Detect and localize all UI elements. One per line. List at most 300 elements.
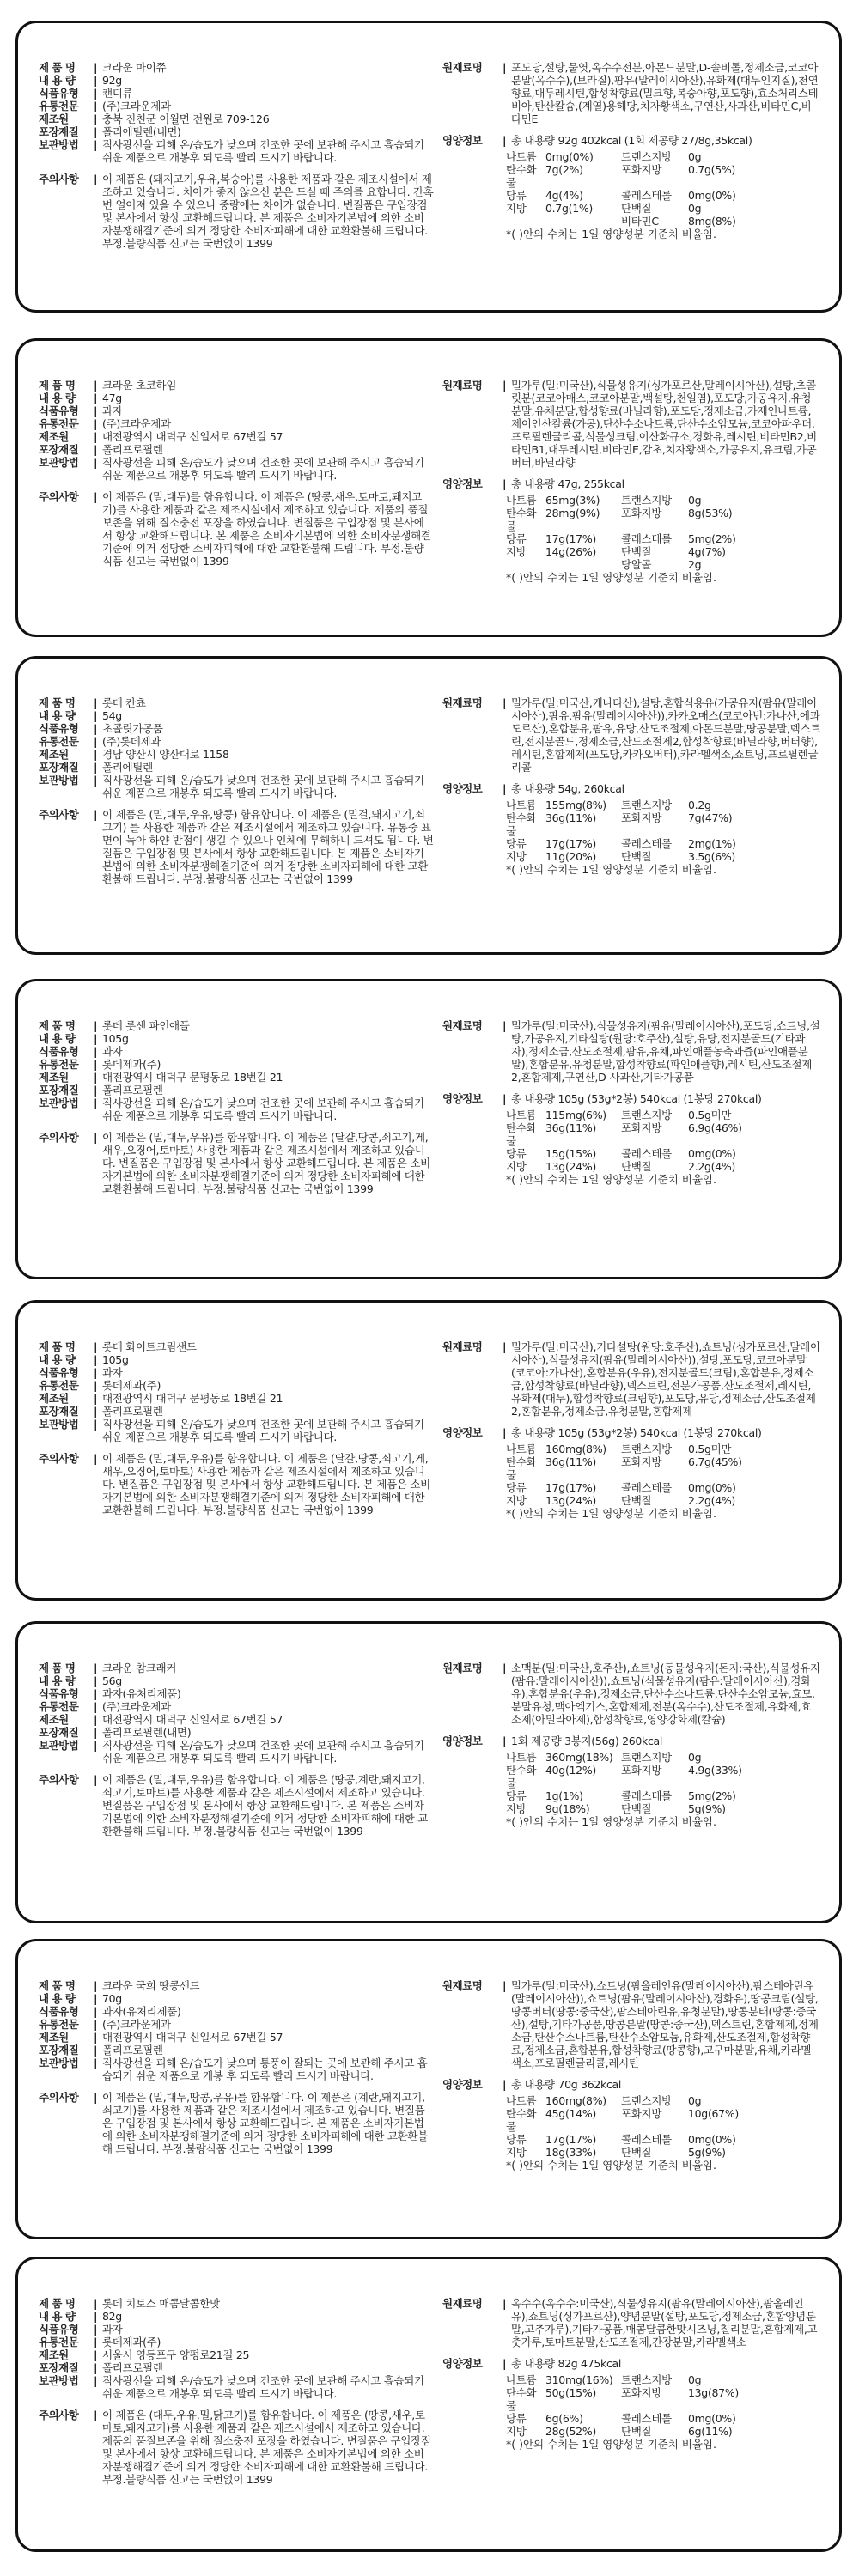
nutrition-cell: 13g(87%) — [688, 2386, 739, 2399]
product-type-label: 식품유형 — [39, 722, 79, 735]
product-ingredients-value: 밀가루(밀:미국산,캐나다산),설탕,혼합식용유(가공유지(팜유(말레이시아산),팜유,팜유(말레이시아산)),카카오매스(코코아빈:가나산,에콰도르산),혼합분유,팜유,유당,산도조절제,아몬드분말,땅콩분말,덱스트린,전지분골드,정제소금,산도조절제2,합성착향료(바닐라향,버터향),레시틴,혼합제제(포도당,카카오버터),카라멜색소,쇼트닝,프로필렌글리콜 — [511, 696, 820, 774]
product-name-label: 제 품 명 — [39, 379, 76, 392]
product-name-divider: | — [94, 696, 98, 709]
spacer — [442, 2069, 820, 2078]
product-content-divider: | — [94, 1674, 98, 1687]
nutrition-table — [506, 2373, 820, 2438]
product-name-value: 크라운 참크래커 — [102, 1662, 177, 1674]
product-nutrition-info — [442, 1340, 820, 1520]
product-packaging — [39, 1084, 434, 1097]
spacer — [442, 469, 820, 477]
product-type-divider: | — [94, 2323, 98, 2336]
nutrition-cell: 2g — [688, 558, 702, 571]
product-packaging-label: 포장재질 — [39, 2361, 79, 2374]
product-ingredients-value: 밀가루(밀:미국산),기타설탕(원당:호주산),쇼트닝(싱가포르산,말레이시아산),식물성유지(팜유(말레이시아산)),설탕,포도당,코코아분말(코코아:가나산),혼합분유(우유),전지분골드(크림),혼합분유,정제소금,합성착향료(바닐라향),덱스트린,전분가공품,산도조절제,레시틴,유화제(대두),합성착향료(크림향),포도당,유당,정제소금,산도조절제2,혼합분유,정제소금,유청분말,혼합제제 — [511, 1340, 820, 1418]
spacer — [442, 774, 820, 782]
product-storage-value: 직사광선을 피해 온/습도가 낮으며 건조한 곳에 보관해 주시고 흡습되기 쉬운 제품으로 개봉후 되도록 빨리 드시기 바랍니다. — [102, 774, 424, 799]
product-distributor — [39, 1058, 434, 1071]
product-packaging-divider: | — [94, 1405, 98, 1418]
product-storage-divider: | — [94, 2057, 98, 2069]
product-manufacturer-value: 대전광역시 대덕구 문평동로 18번길 21 — [102, 1071, 283, 1084]
nutrition-cell: 36g(11%) — [545, 811, 596, 824]
product-packaging-divider: | — [94, 125, 98, 138]
product-caution-divider: | — [94, 2091, 98, 2104]
nutrition-cell: 14g(26%) — [545, 545, 596, 558]
product-serving-label: 영양정보 — [442, 782, 483, 795]
product-ingredients-divider: | — [503, 61, 507, 74]
product-name-value: 크라운 국희 땅콩샌드 — [102, 1979, 200, 1992]
product-manufacturer — [39, 1071, 434, 1084]
product-packaging — [39, 443, 434, 456]
product-serving — [442, 477, 820, 490]
product-serving-divider: | — [503, 782, 507, 795]
product-caution-label: 주의사항 — [39, 490, 79, 503]
nutrition-table — [506, 1443, 820, 1507]
product-storage-value: 직사광선을 피해 온/습도가 낮으며 통풍이 잘되는 곳에 보관해 주시고 흡습되기 쉬운 제품으로 개봉 후 되도록 빨리 드시기 바랍니다. — [102, 2057, 428, 2082]
product-card — [15, 21, 842, 313]
nutrition-cell: 콜레스테롤 — [621, 1789, 672, 1802]
nutrition-cell: 45g(14%) — [545, 2107, 596, 2120]
product-serving — [442, 782, 820, 795]
spacer — [442, 1726, 820, 1735]
nutrition-cell: 2mg(1%) — [688, 837, 736, 850]
product-packaging — [39, 1405, 434, 1418]
nutrition-cell: 단백질 — [621, 545, 652, 558]
product-storage-divider: | — [94, 456, 98, 469]
product-content — [39, 1674, 434, 1687]
product-manufacturer — [39, 1713, 434, 1726]
product-packaging-value: 폴리프로필렌 — [102, 1084, 163, 1097]
product-ingredients-label: 원재료명 — [442, 1979, 483, 1992]
nutrition-note: *( )안의 수치는 1일 영양성분 기준치 비율임. — [506, 1173, 716, 1186]
product-type — [39, 87, 434, 100]
product-type — [39, 722, 434, 735]
product-storage-label: 보관방법 — [39, 1418, 79, 1431]
product-storage-divider: | — [94, 1097, 98, 1109]
product-serving-label: 영양정보 — [442, 1426, 483, 1439]
nutrition-cell: 나트륨 — [506, 1443, 537, 1455]
product-manufacturer-divider: | — [94, 1713, 98, 1726]
nutrition-cell: 포화지방 — [621, 1121, 662, 1134]
nutrition-cell: 11g(20%) — [545, 850, 596, 863]
product-distributor — [39, 2336, 434, 2348]
product-ingredients-label: 원재료명 — [442, 696, 483, 709]
product-manufacturer-label: 제조원 — [39, 2348, 69, 2361]
product-name — [39, 1662, 434, 1674]
product-distributor-value: 롯데제과(주) — [102, 1379, 161, 1392]
nutrition-cell: 트랜스지방 — [621, 1751, 672, 1764]
nutrition-cell: 0g — [688, 1751, 702, 1764]
nutrition-cell: 당류 — [506, 189, 527, 202]
nutrition-cell: 360mg(18%) — [545, 1751, 613, 1764]
product-ingredients — [442, 61, 820, 125]
product-storage-label: 보관방법 — [39, 774, 79, 787]
product-packaging-value: 폴리에틸렌(내면) — [102, 125, 181, 138]
nutrition-table — [506, 1751, 820, 1815]
nutrition-cell: 8g(53%) — [688, 507, 733, 519]
product-distributor-value: (주)롯데제과 — [102, 735, 161, 748]
nutrition-cell: 트랜스지방 — [621, 2094, 672, 2107]
nutrition-cell: 트랜스지방 — [621, 2373, 672, 2386]
nutrition-cell: 포화지방 — [621, 2386, 662, 2399]
product-manufacturer-divider: | — [94, 1071, 98, 1084]
product-manufacturer-label: 제조원 — [39, 748, 69, 761]
nutrition-cell: 3.5g(6%) — [688, 850, 735, 863]
product-serving-divider: | — [503, 134, 507, 147]
product-card — [15, 1300, 842, 1601]
product-ingredients-value: 포도당,설탕,물엿,옥수수전분,아몬드분말,D-솔비톨,정제소금,코코아분말(옥수수),(브라질),팜유(말레이시아산),유화제(대두인지질),천연향료,대두레시틴,합성착향료(밀크향,복숭아향,포도향),효소처리스테비아,탄산칼슘,(계열)용해당,치자황색소,구연산,사과산,비타민C,비타민E — [511, 61, 819, 125]
product-caution-label: 주의사항 — [39, 2409, 79, 2421]
product-ingredients-divider: | — [503, 1979, 507, 1992]
product-serving — [442, 1092, 820, 1105]
product-packaging — [39, 125, 434, 138]
product-card — [15, 1939, 842, 2239]
product-name-divider: | — [94, 1979, 98, 1992]
nutrition-cell: 5g(9%) — [688, 2146, 726, 2159]
nutrition-cell: 콜레스테롤 — [621, 1147, 672, 1160]
product-serving — [442, 2078, 820, 2091]
product-ingredients-divider: | — [503, 2297, 507, 2310]
product-serving — [442, 134, 820, 147]
product-storage-value: 직사광선을 피해 온/습도가 낮으며 건조한 곳에 보관해 주시고 흡습되기 쉬운 제품으로 개봉후 되도록 빨리 드시기 바랍니다. — [102, 2374, 424, 2400]
product-caution-value: 이 제품은 (대두,우유,밀,닭고기)를 함유합니다. 이 제품은 (땅콩,새우,토마토,돼지고기)를 사용한 제품과 같은 제조시설에서 제조하고 있습니다. 제품의 품질보존을 위해 질소충전 포장을 하였습니다. 변질품은 구입장점 및 본사에서 항상 교환해드립니다. 본 제품은 소비자기본법에 의한 소비자분쟁해결기준에 의거 정당한 소비자피해에 대한 교환환불해 드립니다. 부정.불량식품 신고는 국번없이 1399 — [102, 2409, 431, 2486]
nutrition-cell: 탄수화물 — [506, 1764, 537, 1789]
product-content-label: 내 용 량 — [39, 1032, 76, 1045]
product-basic-info — [39, 2297, 434, 2486]
product-content-divider: | — [94, 2310, 98, 2323]
product-content-value: 82g — [102, 2310, 122, 2323]
product-manufacturer — [39, 748, 434, 761]
product-packaging-value: 폴리에틸렌 — [102, 761, 153, 774]
product-ingredients-divider: | — [503, 696, 507, 709]
nutrition-cell: 콜레스테롤 — [621, 2133, 672, 2146]
product-manufacturer-value: 대전광역시 대덕구 문평동로 18번길 21 — [102, 1392, 283, 1405]
product-manufacturer-divider: | — [94, 2031, 98, 2044]
nutrition-note: *( )안의 수치는 1일 영양성분 기준치 비율임. — [506, 1507, 716, 1520]
nutrition-cell: 나트륨 — [506, 1751, 537, 1764]
product-content-value: 47g — [102, 392, 122, 404]
spacer — [442, 1418, 820, 1426]
nutrition-cell: 포화지방 — [621, 1455, 662, 1468]
nutrition-cell: 포화지방 — [621, 811, 662, 824]
product-name-label: 제 품 명 — [39, 61, 76, 74]
nutrition-note: *( )안의 수치는 1일 영양성분 기준치 비율임. — [506, 1815, 716, 1828]
product-manufacturer-value: 서울시 영등포구 양평로21길 25 — [102, 2348, 250, 2361]
product-serving-value: 총 내용량 92g 402kcal (1회 제공량 27/8g,35kcal) — [511, 134, 752, 147]
nutrition-cell: 0mg(0%) — [688, 2133, 736, 2146]
product-distributor-label: 유통전문 — [39, 735, 79, 748]
product-manufacturer-value: 경남 양산시 양산대로 1158 — [102, 748, 229, 761]
product-distributor — [39, 100, 434, 112]
product-type-value: 과자(유처리제품) — [102, 2005, 181, 2018]
nutrition-cell: 당류 — [506, 532, 527, 545]
nutrition-cell: 나트륨 — [506, 494, 537, 507]
product-distributor-label: 유통전문 — [39, 1058, 79, 1071]
product-nutrition-info — [442, 2297, 820, 2451]
nutrition-cell: 9g(18%) — [545, 1802, 590, 1815]
product-distributor-value: (주)크라운제과 — [102, 100, 171, 112]
product-name-divider: | — [94, 2297, 98, 2310]
nutrition-cell: 지방 — [506, 545, 527, 558]
product-nutrition-info — [442, 1662, 820, 1828]
nutrition-cell: 당류 — [506, 2412, 527, 2425]
nutrition-table — [506, 494, 820, 571]
nutrition-cell: 0.2g — [688, 799, 711, 811]
product-caution-divider: | — [94, 490, 98, 503]
nutrition-cell: 지방 — [506, 1494, 527, 1507]
nutrition-cell: 5mg(2%) — [688, 1789, 736, 1802]
nutrition-cell: 트랜스지방 — [621, 494, 672, 507]
product-name — [39, 61, 434, 74]
product-ingredients-value: 밀가루(밀:미국산),식물성유지(싱가포르산,말레이시아산),설탕,초콜릿분(코코아매스,코코아분말,백설탕,천일염),포도당,가공유지,유청분말,유채분말,합성향료(바닐라향),포도당,정제소금,카제인나트륨,제이인산칼륨(가공),탄산수소나트륨,탄산수소암모늄,코코아파우더,프로필렌글리콜,식물성크림,이산화규소,경화유,레시틴,비타민B2,비타민B1,대두레시틴,비타민E,감초,치자황색소,가공유지,유크림,가공버터,바닐라향 — [511, 379, 817, 469]
product-packaging-label: 포장재질 — [39, 2044, 79, 2057]
nutrition-cell: 28g(52%) — [545, 2425, 596, 2438]
product-content-value: 92g — [102, 74, 122, 87]
product-packaging-divider: | — [94, 1084, 98, 1097]
product-serving-value: 총 내용량 54g, 260kcal — [511, 782, 624, 795]
product-packaging-label: 포장재질 — [39, 1726, 79, 1739]
nutrition-cell: 지방 — [506, 2425, 527, 2438]
nutrition-cell: 탄수화물 — [506, 1121, 537, 1147]
nutrition-cell — [545, 558, 621, 571]
product-content-value: 70g — [102, 1992, 122, 2005]
product-packaging-divider: | — [94, 443, 98, 456]
product-manufacturer-value: 대전광역시 대덕구 신일서로 67번길 57 — [102, 1713, 283, 1726]
product-content-label: 내 용 량 — [39, 392, 76, 404]
spacer — [442, 125, 820, 134]
product-storage-value: 직사광선을 피해 온/습도가 낮으며 건조한 곳에 보관해 주시고 흡습되기 쉬운 제품으로 개봉후 되도록 빨리 드시기 바랍니다. — [102, 1418, 424, 1443]
product-content — [39, 709, 434, 722]
nutrition-cell: 155mg(8%) — [545, 799, 606, 811]
nutrition-cell: 단백질 — [621, 1160, 652, 1173]
nutrition-cell: 28mg(9%) — [545, 507, 600, 519]
nutrition-cell: 4g(7%) — [688, 545, 726, 558]
product-packaging-divider: | — [94, 2361, 98, 2374]
nutrition-cell — [506, 558, 545, 571]
product-type-value: 과자(유처리제품) — [102, 1687, 181, 1700]
product-caution — [39, 2409, 434, 2486]
product-packaging — [39, 2044, 434, 2057]
product-basic-info — [39, 1979, 434, 2155]
product-manufacturer-value: 충북 진천군 이월면 전원로 709-126 — [102, 112, 270, 125]
product-type-divider: | — [94, 87, 98, 100]
product-packaging-label: 포장재질 — [39, 1084, 79, 1097]
product-serving-divider: | — [503, 2078, 507, 2091]
product-serving-label: 영양정보 — [442, 1092, 483, 1105]
product-ingredients-label: 원재료명 — [442, 1019, 483, 1032]
product-name-value: 롯데 치토스 매콤달콤한맛 — [102, 2297, 220, 2310]
nutrition-cell: 콜레스테롤 — [621, 2412, 672, 2425]
product-content-divider: | — [94, 392, 98, 404]
product-type-value: 과자 — [102, 404, 123, 417]
product-card — [15, 979, 842, 1279]
product-basic-info — [39, 1662, 434, 1838]
product-storage-label: 보관방법 — [39, 2057, 79, 2069]
product-storage-label: 보관방법 — [39, 138, 79, 151]
product-distributor-value: (주)크라운제과 — [102, 1700, 171, 1713]
nutrition-cell: 탄수화물 — [506, 163, 537, 189]
product-ingredients-label: 원재료명 — [442, 2297, 483, 2310]
product-storage-value: 직사광선을 피해 온/습도가 낮으며 건조한 곳에 보관해 주시고 흡습되기 쉬운 제품으로 개봉후 되도록 빨리 드시기 바랍니다. — [102, 1097, 424, 1122]
product-content-label: 내 용 량 — [39, 1353, 76, 1366]
nutrition-cell: 36g(11%) — [545, 1121, 596, 1134]
product-type — [39, 2323, 434, 2336]
product-nutrition-info — [442, 1979, 820, 2172]
product-ingredients-value: 밀가루(밀:미국산),식물성유지(팜유(말레이시아산),포도당,쇼트닝,설탕,가공유지,기타설탕(원당:호주산),설탕,유당,전지분골드(기타과자),정제소금,산도조절제,팜유,유채,파인애플농축과즙(파인애플분말),혼합분유,유청분말,합성착향료(파인애플향),레시틴,산도조절제2,혼합제제,구연산,D-사과산,기타가공품 — [511, 1019, 820, 1084]
product-packaging-divider: | — [94, 1726, 98, 1739]
product-serving-value: 총 내용량 105g (53g*2봉) 540kcal (1봉당 270kcal) — [511, 1092, 762, 1105]
product-content — [39, 392, 434, 404]
nutrition-cell: 탄수화물 — [506, 2107, 537, 2133]
nutrition-cell: 콜레스테롤 — [621, 837, 672, 850]
product-packaging-divider: | — [94, 761, 98, 774]
spacer — [442, 1084, 820, 1092]
product-type — [39, 1687, 434, 1700]
nutrition-table — [506, 150, 820, 228]
product-caution-divider: | — [94, 1773, 98, 1786]
product-basic-info — [39, 1340, 434, 1516]
nutrition-cell: 당류 — [506, 2133, 527, 2146]
nutrition-table — [506, 1109, 820, 1173]
nutrition-cell: 6g(11%) — [688, 2425, 733, 2438]
product-name-label: 제 품 명 — [39, 1019, 76, 1032]
product-name — [39, 1340, 434, 1353]
spacer — [39, 2400, 434, 2409]
nutrition-cell: 0mg(0%) — [545, 150, 594, 163]
product-distributor-label: 유통전문 — [39, 1700, 79, 1713]
product-nutrition-info — [442, 1019, 820, 1186]
nutrition-cell: 4.9g(33%) — [688, 1764, 742, 1777]
product-type-divider: | — [94, 1366, 98, 1379]
product-card — [15, 338, 842, 637]
product-basic-info — [39, 1019, 434, 1195]
nutrition-cell: 160mg(8%) — [545, 2094, 606, 2107]
product-type — [39, 1366, 434, 1379]
product-ingredients — [442, 1662, 820, 1726]
product-caution-divider: | — [94, 2409, 98, 2421]
nutrition-cell: 6g(6%) — [545, 2412, 583, 2425]
product-caution-value: 이 제품은 (밀,대두,우유)를 함유합니다. 이 제품은 (땅콩,계란,돼지고기,쇠고기,토마토)를 사용한 제품과 같은 제조시설에서 제조하고 있습니다. 변질품은 구입장점 및 본사에서 항상 교환해드립니다. 본 제품은 소비자기본법에 의한 소비자분쟁해결기준에 의거 정당한 소비자피해에 대한 교환환불해 드립니다. 부정.불량식품 신고는 국번없이 1399 — [102, 1773, 428, 1838]
product-packaging-label: 포장재질 — [39, 1405, 79, 1418]
nutrition-cell: 7g(47%) — [688, 811, 733, 824]
product-name-label: 제 품 명 — [39, 1662, 76, 1674]
nutrition-cell: 36g(11%) — [545, 1455, 596, 1468]
product-packaging-value: 폴리프로필렌 — [102, 443, 163, 456]
product-content-label: 내 용 량 — [39, 709, 76, 722]
product-manufacturer — [39, 112, 434, 125]
product-packaging-value: 폴리프로필렌 — [102, 1405, 163, 1418]
product-caution-value: 이 제품은 (밀,대두,땅콩,우유)를 함유합니다. 이 제품은 (계란,돼지고기,쇠고기)를 사용한 제품과 같은 제조시설에서 제조하고 있습니다. 변질품은 구입장점 및 본사에서 항상 교환해드립니다. 본 제품은 소비자기본법에 의한 소비자분쟁해결기준에 의거 정당한 소비자피해에 대한 교환환불해 드립니다. 부정.불량식품 신고는 국번없이 1399 — [102, 2091, 428, 2155]
nutrition-cell: 17g(17%) — [545, 532, 596, 545]
product-basic-info — [39, 696, 434, 885]
product-serving-value: 1회 제공량 3봉지(56g) 260kcal — [511, 1735, 663, 1747]
product-type-divider: | — [94, 722, 98, 735]
nutrition-cell: 160mg(8%) — [545, 1443, 606, 1455]
product-manufacturer — [39, 1392, 434, 1405]
product-distributor-divider: | — [94, 100, 98, 112]
product-storage — [39, 2374, 434, 2400]
product-content-value: 54g — [102, 709, 122, 722]
product-distributor — [39, 1379, 434, 1392]
nutrition-cell: 13g(24%) — [545, 1494, 596, 1507]
product-content-divider: | — [94, 1992, 98, 2005]
product-name-divider: | — [94, 61, 98, 74]
nutrition-cell: 2.2g(4%) — [688, 1494, 735, 1507]
nutrition-cell: 단백질 — [621, 2146, 652, 2159]
product-content — [39, 1032, 434, 1045]
product-ingredients — [442, 696, 820, 774]
product-serving — [442, 1735, 820, 1747]
nutrition-cell: 1g(1%) — [545, 1789, 583, 1802]
product-type-label: 식품유형 — [39, 1366, 79, 1379]
product-distributor-label: 유통전문 — [39, 417, 79, 430]
nutrition-cell: 나트륨 — [506, 150, 537, 163]
nutrition-cell: 0g — [688, 2373, 702, 2386]
product-name-value: 크라운 초코하임 — [102, 379, 177, 392]
product-caution-divider: | — [94, 1452, 98, 1465]
product-distributor-label: 유통전문 — [39, 2336, 79, 2348]
nutrition-cell: 0g — [688, 202, 702, 215]
nutrition-cell: 40g(12%) — [545, 1764, 596, 1777]
product-caution-label: 주의사항 — [39, 1773, 79, 1786]
product-distributor — [39, 2018, 434, 2031]
product-type-divider: | — [94, 404, 98, 417]
product-nutrition-info — [442, 61, 820, 240]
product-caution-value: 이 제품은 (밀,대두,우유)를 함유합니다. 이 제품은 (달걀,땅콩,쇠고기,게,새우,오징어,토마토) 사용한 제품과 같은 제조시설에서 제조하고 있습니다. 변질품은 구입장점 및 본사에서 항상 교환해드립니다. 본 제품은 소비자기본법에 의한 소비자분쟁해결기준에 의거 정당한 소비자피해에 대한 교환환불해 드립니다. 부정.불량식품 신고는 국번없이 1399 — [102, 1131, 430, 1195]
product-content-divider: | — [94, 1032, 98, 1045]
nutrition-cell: 당류 — [506, 1789, 527, 1802]
spacer — [39, 164, 434, 173]
product-storage-divider: | — [94, 1739, 98, 1752]
nutrition-cell: 당알콜 — [621, 558, 652, 571]
nutrition-cell: 18g(33%) — [545, 2146, 596, 2159]
nutrition-cell: 탄수화물 — [506, 811, 537, 837]
spacer — [39, 1765, 434, 1773]
product-type — [39, 404, 434, 417]
nutrition-cell: 탄수화물 — [506, 507, 537, 532]
nutrition-cell: 8mg(8%) — [688, 215, 736, 228]
product-storage-divider: | — [94, 1418, 98, 1431]
product-type-divider: | — [94, 1687, 98, 1700]
nutrition-cell: 포화지방 — [621, 1764, 662, 1777]
product-storage — [39, 138, 434, 164]
nutrition-cell: 지방 — [506, 1802, 527, 1815]
spacer — [39, 2082, 434, 2091]
product-serving-label: 영양정보 — [442, 1735, 483, 1747]
product-packaging-value: 폴리프로필렌 — [102, 2361, 163, 2374]
product-caution — [39, 1131, 434, 1195]
nutrition-cell: 5g(9%) — [688, 1802, 726, 1815]
product-caution-value: 이 제품은 (밀,대두)를 함유합니다. 이 제품은 (땅콩,새우,토마토,돼지고기)를 사용한 제품과 같은 제조시설에서 제조하고 있습니다. 제품의 품질보존을 위해 질소충전 포장을 하였습니다. 변질품은 구입장점 및 본사에서 항상 교환해드립니다. 본 제품은 소비자기본법에 의한 소비자분쟁해결기준에 의거 정당한 소비자피해에 대한 교환환불해 드립니다. 부정.불량식품 신고는 국번없이 1399 — [102, 490, 431, 568]
product-name-label: 제 품 명 — [39, 2297, 76, 2310]
nutrition-cell: 50g(15%) — [545, 2386, 596, 2399]
nutrition-cell: 트랜스지방 — [621, 150, 672, 163]
nutrition-cell: 0.7g(5%) — [688, 163, 735, 176]
product-manufacturer-label: 제조원 — [39, 112, 69, 125]
product-name — [39, 696, 434, 709]
nutrition-cell: 0g — [688, 494, 702, 507]
product-type-label: 식품유형 — [39, 2323, 79, 2336]
product-caution-label: 주의사항 — [39, 2091, 79, 2104]
product-distributor-label: 유통전문 — [39, 1379, 79, 1392]
product-manufacturer — [39, 2031, 434, 2044]
nutrition-cell: 트랜스지방 — [621, 1443, 672, 1455]
product-nutrition-info — [442, 379, 820, 584]
nutrition-cell: 0mg(0%) — [688, 1147, 736, 1160]
product-distributor-value: (주)크라운제과 — [102, 417, 171, 430]
nutrition-cell: 단백질 — [621, 1802, 652, 1815]
nutrition-cell: 13g(24%) — [545, 1160, 596, 1173]
